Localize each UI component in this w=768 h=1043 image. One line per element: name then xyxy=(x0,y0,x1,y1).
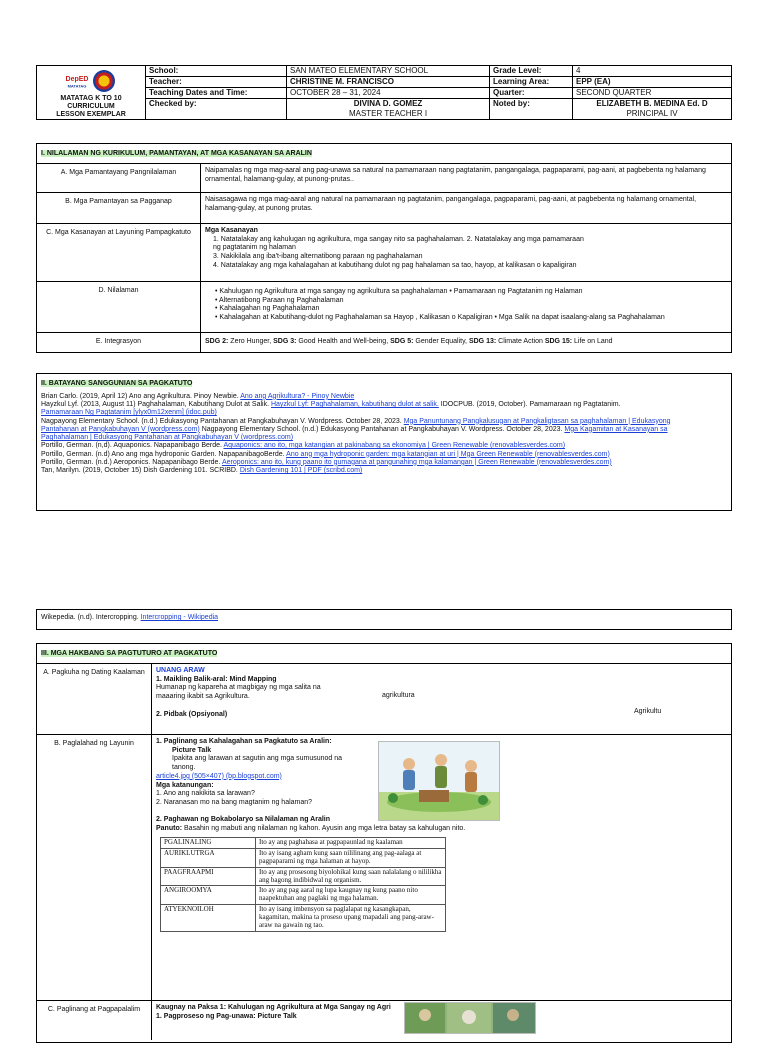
sdg-code: SDG 15: xyxy=(544,338,573,346)
reference-text: Portillo, German. (n,d). Aquaponics. Napapanibago Berde. xyxy=(41,442,224,450)
reference-link[interactable]: Aquaponics: ano ito, mga katangian at pakinabang sa ekonomiya | Green Renewable (renovablesverdes.com) xyxy=(223,442,566,450)
sdg-name: Climate Action xyxy=(496,338,545,346)
sdg-name: Good Health and Well-being, xyxy=(296,338,391,346)
row-b-label: B. Mga Pamantayan sa Pagganap xyxy=(37,192,201,223)
header-table xyxy=(36,65,732,120)
reference-line xyxy=(41,426,727,434)
sdg-code: SDG 2: xyxy=(205,338,229,346)
nilalaman-line: • Kahulugan ng Agrikultura at mga sangay ng agrikultura sa paghahalaman • Pamamaraan ng Pagtatanim ng Halaman xyxy=(215,287,583,295)
picture-talk-title: 1. Paglinang sa Kahalagahan sa Pagkatuto sa Aralin: xyxy=(156,737,332,745)
noted-title: PRINCIPAL IV xyxy=(626,109,678,118)
kasanayan-line: 3. Nakikilala ang iba't-ibang alternatibong paraan ng paghahalaman xyxy=(213,253,423,260)
question-item: 2. Naranasan mo na bang magtanim ng halaman? xyxy=(156,799,313,806)
vocab-definition: Ito ay ang pag aaral ng lupa kaugnay ng kung paano nito naapektuhan ang paglaki ng mga halaman. xyxy=(256,886,446,905)
vocab-title: 2. Paghawan ng Bokabolaryo sa Nilalaman ng Aralin xyxy=(156,815,331,823)
kasanayan-title: Mga Kasanayan xyxy=(205,226,258,234)
checked-label: Checked by: xyxy=(146,99,287,120)
vocab-row xyxy=(161,905,446,931)
step-c-cell xyxy=(152,1000,732,1040)
vocab-definition: Ito ay ang paghahasa at pagpapaunlad ng kaalaman xyxy=(256,838,446,849)
matatag-logo-text: MATATAG xyxy=(67,83,87,89)
reference-line xyxy=(41,451,727,459)
vocab-word: PGALINALING xyxy=(161,838,256,849)
vocab-row xyxy=(161,867,446,886)
reference-line xyxy=(41,393,727,401)
vocab-word: ATYEKNOILOH xyxy=(161,905,256,931)
reference-link[interactable]: Pamamaraan Ng Pagtatanim [ylyx0m12xenm] (idoc.pub) xyxy=(41,409,217,417)
mind-mapping-title: 1. Maikling Balik-aral: Mind Mapping xyxy=(156,675,277,683)
article-image-link[interactable]: article4.jpg (505×407) (bp.blogspot.com) xyxy=(156,772,282,780)
sdg-name: Gender Equality, xyxy=(413,338,469,346)
logo-cell xyxy=(37,66,146,120)
nilalaman-line: • Kahalagahan ng Paghahalaman xyxy=(215,305,320,313)
vocab-row xyxy=(161,849,446,868)
logos xyxy=(61,68,121,94)
noted-label: Noted by: xyxy=(490,99,573,120)
reference-line xyxy=(41,409,727,417)
step-c-label: C. Paglinang at Pagpapalalim xyxy=(37,1000,152,1040)
mind-mapping-line: maaaring ikabit sa Agrikultura. xyxy=(156,693,250,700)
grade-value: 4 xyxy=(573,66,732,77)
row-d-cell xyxy=(201,281,732,332)
title-line-3: LESSON EXEMPLAR xyxy=(56,110,126,118)
reference-link[interactable]: Ano ang Agrikultura? - Pinoy Newbie xyxy=(240,392,355,400)
kasanayan-line: 4. Natatalakay ang mga kahalagahan at kabutihang dulot ng pag hahalaman sa tao, hayop, at kalikasan o kapaligiran xyxy=(213,261,577,269)
area-value: EPP (EA) xyxy=(573,77,732,88)
vocab-definition: Ito ay isang imbensyon sa paglalapat ng kasangkapan, kagamitan, makina ta proseso upang mapadali ang pang-araw-araw na gawain ng tao. xyxy=(256,905,446,931)
step-a-label: A. Pagkuha ng Dating Kaalaman xyxy=(37,663,152,734)
reference-text: Brian Carlo. (2019, April 12) Ano ang Agrikultura. Pinoy Newbie. xyxy=(41,392,241,400)
dates-label: Teaching Dates and Time: xyxy=(146,88,287,99)
vocab-row xyxy=(161,886,446,905)
area-label: Learning Area: xyxy=(490,77,573,88)
teacher-label: Teacher: xyxy=(146,77,287,88)
picture-talk-line: Ipakita ang larawan at sagutin ang mga sumusunod na xyxy=(172,755,343,763)
reference-text: Tan, Marilyn. (2019, October 15) Dish Gardening 101. SCRIBD. xyxy=(41,467,240,474)
topic-1-line: 1. Pagproseso ng Pag-unawa: Picture Talk xyxy=(156,1012,297,1020)
reference-text: Portillo, German. (n.d.) Aeroponics. Napapanibago Berde. xyxy=(41,458,222,466)
nilalaman-line: • Alternatibong Paraan ng Paghahalaman xyxy=(215,296,344,304)
vocab-word: AURIKLUTRGA xyxy=(161,849,256,868)
section-references xyxy=(36,373,732,511)
reference-text: Hayzkul Lyf. (2013, August 11) Paghahalaman, Kabutihang Dulot at Salik. xyxy=(41,401,271,408)
step-a-cell xyxy=(152,663,732,734)
title-line-1: MATATAG K TO 10 xyxy=(60,95,122,103)
sdg-name: Zero Hunger, xyxy=(228,338,274,346)
mind-map-word-agrikultu: Agrikultu xyxy=(634,707,662,715)
step-b-cell xyxy=(152,734,732,1000)
reference-line xyxy=(41,459,727,467)
reference-text: IDOCPUB. (2019, October). Pamamaraan ng Pagtatanim. xyxy=(438,401,621,408)
picture-talk-line: tanong. xyxy=(172,764,196,771)
vocab-definition: Ito ay isang agham kung saan nililinang ang pag-aalaga at pagpaparami ng mga halaman at hayop. xyxy=(256,849,446,868)
picture-talk-sub: Picture Talk xyxy=(172,746,212,754)
section-2-heading: II. BATAYANG SANGGUNIAN SA PAGKATUTO xyxy=(41,380,193,387)
kasanayan-line: 1. Natatalakay ang kahulugan ng agrikultura, mga sangay nito sa paghahalaman. 2. Natatalakay ang mga pamamaraan xyxy=(213,235,584,243)
sdg-code: SDG 3: xyxy=(273,338,297,346)
reference-link[interactable]: Dish Gardening 101 | PDF (scribd.com) xyxy=(239,467,363,474)
reference-text: Nagpayong Elementary School. (n.d.) Edukasyong Pantahanan at Pangkabuhayan V. Wordpress. October 28, 2023. xyxy=(41,417,404,425)
questions-title: Mga katanungan: xyxy=(156,781,214,789)
nilalaman-line: • Kahalagahan at Kabutihang-dulot ng Paghahalaman sa Hayop , Kalikasan o Kapaligiran • Mga Salik na dapat isaalang-alang sa Paghahalaman xyxy=(215,314,665,321)
reference-text: Portillo, German. (n.d) Ano ang mga hydroponic Garden. NapapanibagoBerde. xyxy=(41,450,287,458)
reference-link[interactable]: Aeroponics: ano ito, kung paano ito gumagana at pangunahing mga kalamangan | Green Renewable (renovablesverdes.com) xyxy=(221,458,612,466)
reference-link[interactable]: Hayzkul Lyf: Paghahalaman, kabutihang dulot at salik. xyxy=(270,401,439,408)
checked-cell xyxy=(287,99,490,120)
references-continued xyxy=(36,609,732,630)
deped-seal-icon xyxy=(93,70,115,92)
vocab-instructions: Panuto: Basahin ng mabuti ang nilalaman ng kahon. Ayusin ang mga letra batay sa kahulugan nito. xyxy=(156,824,466,832)
question-item: 1. Ano ang nakikita sa larawan? xyxy=(156,790,255,798)
reference-link[interactable]: Ano ang mga hydroponic garden: mga katangian at uri | Mga Green Renewable (renovablesverdes.com) xyxy=(286,450,610,458)
vocab-word: ANGIROOMYA xyxy=(161,886,256,905)
school-label: School: xyxy=(146,66,287,77)
section-steps xyxy=(36,643,732,1043)
reference-line xyxy=(41,418,727,426)
reference-link[interactable]: Mga Panuntunang Pangkalusugan at Pangkaligtasan sa paghahalaman | Edukasyong xyxy=(403,417,671,425)
reference-line xyxy=(41,434,727,442)
mind-map-word-agrikultura: agrikultura xyxy=(382,691,415,699)
row-b-text: Naisasagawa ng mga mag-aaral ang natural na pamamaraan ng pagtatanim, pangangalaga, pagpaparami, pag-aani, at pagbebenta ng halamang ornamental, halamang-gulay, at punong prutas. xyxy=(201,192,732,223)
reference-text: Nagpayong Elementary School. (n.d.) Edukasyong Pantahanan at Pangkabuhayan V. Wordpress. October 28, 2023. xyxy=(199,425,565,433)
vocab-table xyxy=(160,837,446,931)
kasanayan-line: ng pagtatanim ng halaman xyxy=(213,244,296,252)
wiki-ref-text: Wikepedia. (n.d). Intercropping. xyxy=(41,614,141,621)
day-heading: UNANG ARAW xyxy=(156,666,205,674)
topic-1-title: Kaugnay na Paksa 1: Kahulugan ng Agrikultura at Mga Sangay ng Agri xyxy=(156,1003,391,1011)
row-a-label: A. Mga Pamantayang Pangnilalaman xyxy=(37,163,201,192)
row-e-cell xyxy=(201,332,732,352)
vocab-word: PAAGFRAAPMI xyxy=(161,867,256,886)
sdg-code: SDG 13: xyxy=(468,338,497,346)
mind-mapping-line: Humanap ng kapareha at magbigay ng mga salita na xyxy=(156,684,321,692)
section-curriculum xyxy=(36,143,732,353)
agriculture-photos-icon xyxy=(405,1003,535,1033)
row-a-text: Naipamalas ng mga mag-aaral ang pag-unawa sa natural na pamamaraan nang pagtatanim, pangangalaga, pagpaparami, pag-aani, at pagbebenta ng halamang ornamental, halamang-gulay, at punong-prutas.. xyxy=(201,163,732,192)
row-e-label: E. Integrasyon xyxy=(37,332,201,352)
vocab-definition: Ito ay ang prosesong biyolohikal kung saan nalalalang o nililikha ang bagong indibidwal ng organism. xyxy=(256,867,446,886)
reference-line xyxy=(41,442,727,450)
step-b-label: B. Paglalahad ng Layunin xyxy=(37,734,152,1000)
dates-value: OCTOBER 28 – 31, 2024 xyxy=(287,88,490,99)
teacher-value: CHRISTINE M. FRANCISCO xyxy=(287,77,490,88)
row-c-label: C. Mga Kasanayan at Layuning Pampagkatuto xyxy=(37,223,201,281)
steps-table xyxy=(37,663,731,1041)
title-line-2: CURRICULUM xyxy=(67,103,115,111)
farmers-illustration-icon xyxy=(379,742,499,820)
checked-name: DIVINA D. GOMEZ xyxy=(353,99,423,108)
checked-title: MASTER TEACHER I xyxy=(348,109,428,118)
curriculum-table xyxy=(37,163,731,353)
section-3-heading: III. MGA HAKBANG SA PAGTUTURO AT PAGKATUTO xyxy=(41,650,218,657)
reference-link[interactable]: Pantahanan at Pangkabuhayan V (wordpress.com) xyxy=(41,425,200,433)
reference-line xyxy=(41,401,727,409)
pidbak-title: 2. Pidbak (Opsiyonal) xyxy=(156,710,228,718)
grade-label: Grade Level: xyxy=(490,66,573,77)
row-d-label: D. Nilalaman xyxy=(37,281,201,332)
reference-link[interactable]: Paghahalaman | Edukasyong Pantahanan at Pangkabuhayan V (wordpress.com) xyxy=(41,434,294,441)
sdg-name: Life on Land xyxy=(572,338,613,346)
row-c-cell xyxy=(201,223,732,281)
vocab-row xyxy=(161,838,446,849)
deped-logo-text: DepED xyxy=(65,76,89,84)
quarter-value: SECOND QUARTER xyxy=(573,88,732,99)
section-1-heading: I. NILALAMAN NG KURIKULUM, PAMANTAYAN, AT MGA KASANAYAN SA ARALIN xyxy=(41,150,312,157)
noted-cell xyxy=(573,99,732,120)
exemplar-title xyxy=(40,95,142,118)
sdg-code: SDG 5: xyxy=(390,338,414,346)
farmers-planting-image xyxy=(378,741,500,821)
reference-list xyxy=(37,393,731,476)
reference-link[interactable]: Mga Kagamitan at Kasanayan sa xyxy=(564,425,668,433)
agriculture-branches-image xyxy=(404,1002,536,1034)
noted-name: ELIZABETH B. MEDINA Ed. D xyxy=(596,99,708,108)
reference-line xyxy=(41,467,727,475)
wiki-ref-link[interactable]: Intercropping - Wikipedia xyxy=(140,614,219,621)
deped-logo-icon xyxy=(65,72,89,90)
quarter-label: Quarter: xyxy=(490,88,573,99)
school-value: SAN MATEO ELEMENTARY SCHOOL xyxy=(287,66,490,77)
